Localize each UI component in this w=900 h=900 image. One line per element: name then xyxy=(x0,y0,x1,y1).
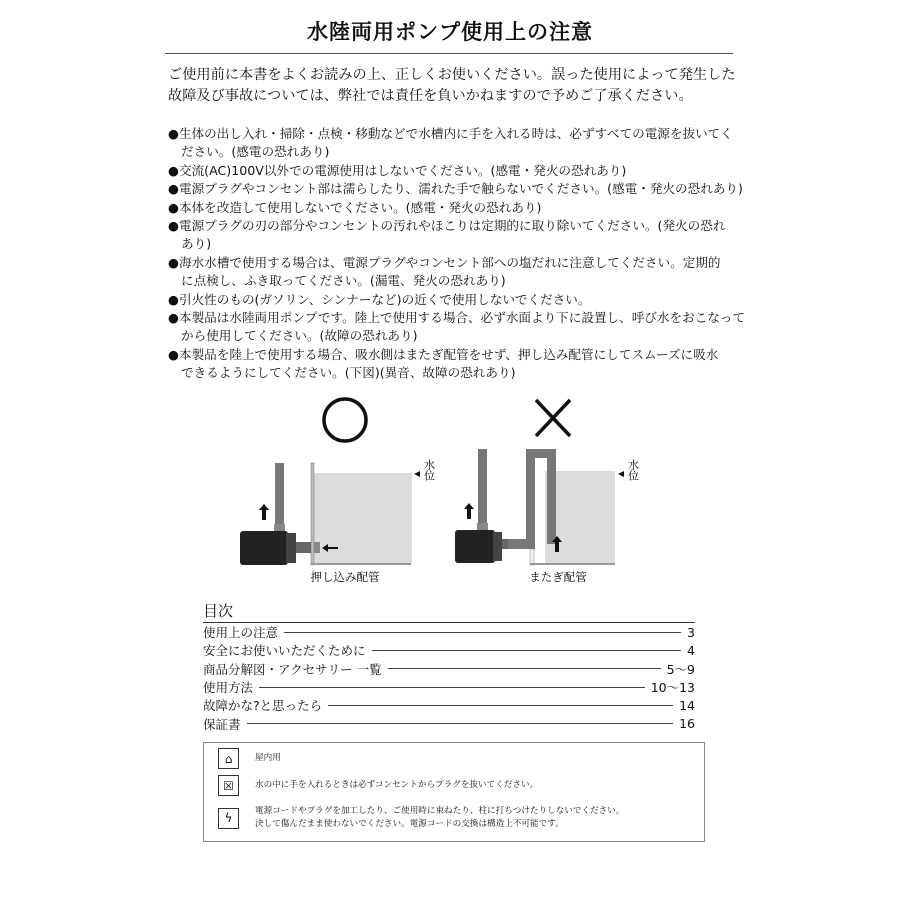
intro-line: 故障及び事故については、弊社では責任を負いかねますので予めご了承ください。 xyxy=(168,88,693,104)
note-text-block xyxy=(255,752,281,765)
inlet-pipe xyxy=(502,539,508,549)
note-row xyxy=(218,748,281,769)
pump-head xyxy=(286,533,296,563)
leader-line xyxy=(328,705,673,706)
leader-line xyxy=(259,687,645,688)
toc-page: 3 xyxy=(687,624,695,640)
toc-page: 5〜9 xyxy=(666,661,695,677)
outlet-pipe xyxy=(275,463,284,525)
toc-entry xyxy=(203,678,695,696)
toc-label: 故障かな?と思ったら xyxy=(203,698,323,714)
caution-item: ださい。(感電の恐れあり) xyxy=(181,144,330,160)
water-level-marker-icon xyxy=(618,471,624,477)
caution-item: に点検し、ふき取ってください。(漏電、発火の恐れあり) xyxy=(181,273,506,289)
toc-label: 使用方法 xyxy=(203,680,254,696)
ng-cross-icon xyxy=(536,400,570,436)
caution-item: ●本製品を陸上で使用する場合、吸水側はまたぎ配管をせず、押し込み配管にしてスムーズに吸水 xyxy=(168,346,719,362)
caution-item: から使用してください。(故障の恐れあり) xyxy=(181,328,418,344)
toc-entry xyxy=(203,623,695,641)
piping-diagram xyxy=(230,390,650,590)
caution-item: ●生体の出し入れ・掃除・点検・移動などで水槽内に手を入れる時は、必ずすべての電源を抜いてく xyxy=(168,126,733,141)
caution-item: ●海水水槽で使用する場合は、電源プラグやコンセント部への塩だれに注意してください。定期的 xyxy=(168,254,721,270)
pump-icon xyxy=(240,531,288,565)
good-caption: 押し込み配管 xyxy=(310,570,380,584)
caution-item: ●交流(AC)100V以外での電源使用はしないでください。(感電・発火の恐れあり) xyxy=(168,162,627,178)
toc-entry xyxy=(203,714,695,732)
toc-label: 商品分解図・アクセサリー 一覧 xyxy=(203,661,382,677)
tank-inlet xyxy=(314,542,320,553)
toc-label: 安全にお使いいただくために xyxy=(203,643,366,659)
pump-icon xyxy=(455,530,495,563)
note-text: 屋内用 xyxy=(255,753,281,763)
bad-caption: またぎ配管 xyxy=(529,570,587,584)
note-text: 決して傷んだまま使わないでください。電源コードの交換は構造上不可能です。 xyxy=(255,819,564,829)
intro-text xyxy=(168,65,748,107)
note-text-block xyxy=(255,779,538,792)
caution-item: ●電源プラグの刃の部分やコンセントの汚れやほこりは定期的に取り除いてください。(発火の恐れ xyxy=(168,218,726,234)
outlet-pipe xyxy=(478,449,487,524)
arrow-up-icon xyxy=(259,504,269,520)
title-divider xyxy=(165,53,733,54)
leader-line xyxy=(284,632,681,633)
water-level-marker-icon xyxy=(414,471,420,477)
inlet-pipe xyxy=(296,542,311,553)
leader-line xyxy=(388,668,661,669)
caution-list xyxy=(168,125,748,383)
tank-water xyxy=(314,473,412,563)
caution-item: ●引火性のもの(ガソリン、シンナーなど)の近くで使用しないでください。 xyxy=(168,291,591,307)
note-text-block xyxy=(255,805,624,831)
toc-entry xyxy=(203,641,695,659)
electric-shock-icon: ϟ xyxy=(218,808,239,829)
no-hands-in-water-icon: ☒ xyxy=(218,775,239,796)
caution-item: できるようにしてください。(下図)(異音、故障の恐れあり) xyxy=(181,365,516,381)
toc-label: 保証書 xyxy=(203,716,241,732)
ok-circle-icon xyxy=(324,399,366,441)
note-text: 水の中に手を入れるときは必ずコンセントからプラグを抜いてください。 xyxy=(255,780,539,790)
toc-page: 4 xyxy=(687,642,695,658)
caution-item: ●本製品は水陸両用ポンプです。陸上で使用する場合、必ず水面より下に設置し、呼び水をおこなって xyxy=(168,310,746,326)
pipe-fitting xyxy=(274,524,285,532)
page-title: 水陸両用ポンプ使用上の注意 xyxy=(307,20,593,44)
indoor-use-icon: ⌂ xyxy=(218,748,239,769)
toc-heading: 目次 xyxy=(203,602,695,623)
note-text: 電源コードやプラグを加工したり、ご使用時に束ねたり、柱に打ちつけたりしないでください。 xyxy=(255,806,625,816)
tank-wall xyxy=(311,463,314,565)
toc-entry xyxy=(203,660,695,678)
leader-line xyxy=(372,650,682,651)
toc-list xyxy=(203,623,695,733)
note-row xyxy=(218,805,624,831)
caution-item: あり) xyxy=(181,236,212,252)
pump-head xyxy=(493,532,502,561)
caution-item: ●本体を改造して使用しないでください。(感電・発火の恐れあり) xyxy=(168,199,542,215)
leader-line xyxy=(247,723,674,724)
straddle-pipe xyxy=(508,449,556,549)
pipe-fitting xyxy=(477,523,488,530)
intro-line: ご使用前に本書をよくお読みの上、正しくお使いください。誤った使用によって発生した xyxy=(168,67,736,83)
water-level-label: 水位 xyxy=(422,459,436,481)
toc-page: 14 xyxy=(679,697,695,713)
toc-label: 使用上の注意 xyxy=(203,625,279,641)
table-of-contents xyxy=(203,602,695,733)
note-row xyxy=(218,775,538,796)
arrow-up-icon xyxy=(464,503,474,519)
symbol-notes-box xyxy=(203,742,705,842)
toc-page: 10〜13 xyxy=(650,680,695,696)
water-level-label: 水位 xyxy=(626,459,640,481)
toc-entry xyxy=(203,696,695,714)
toc-page: 16 xyxy=(679,716,695,732)
caution-item: ●電源プラグやコンセント部は濡らしたり、濡れた手で触らないでください。(感電・発火の恐れあり) xyxy=(168,181,743,197)
